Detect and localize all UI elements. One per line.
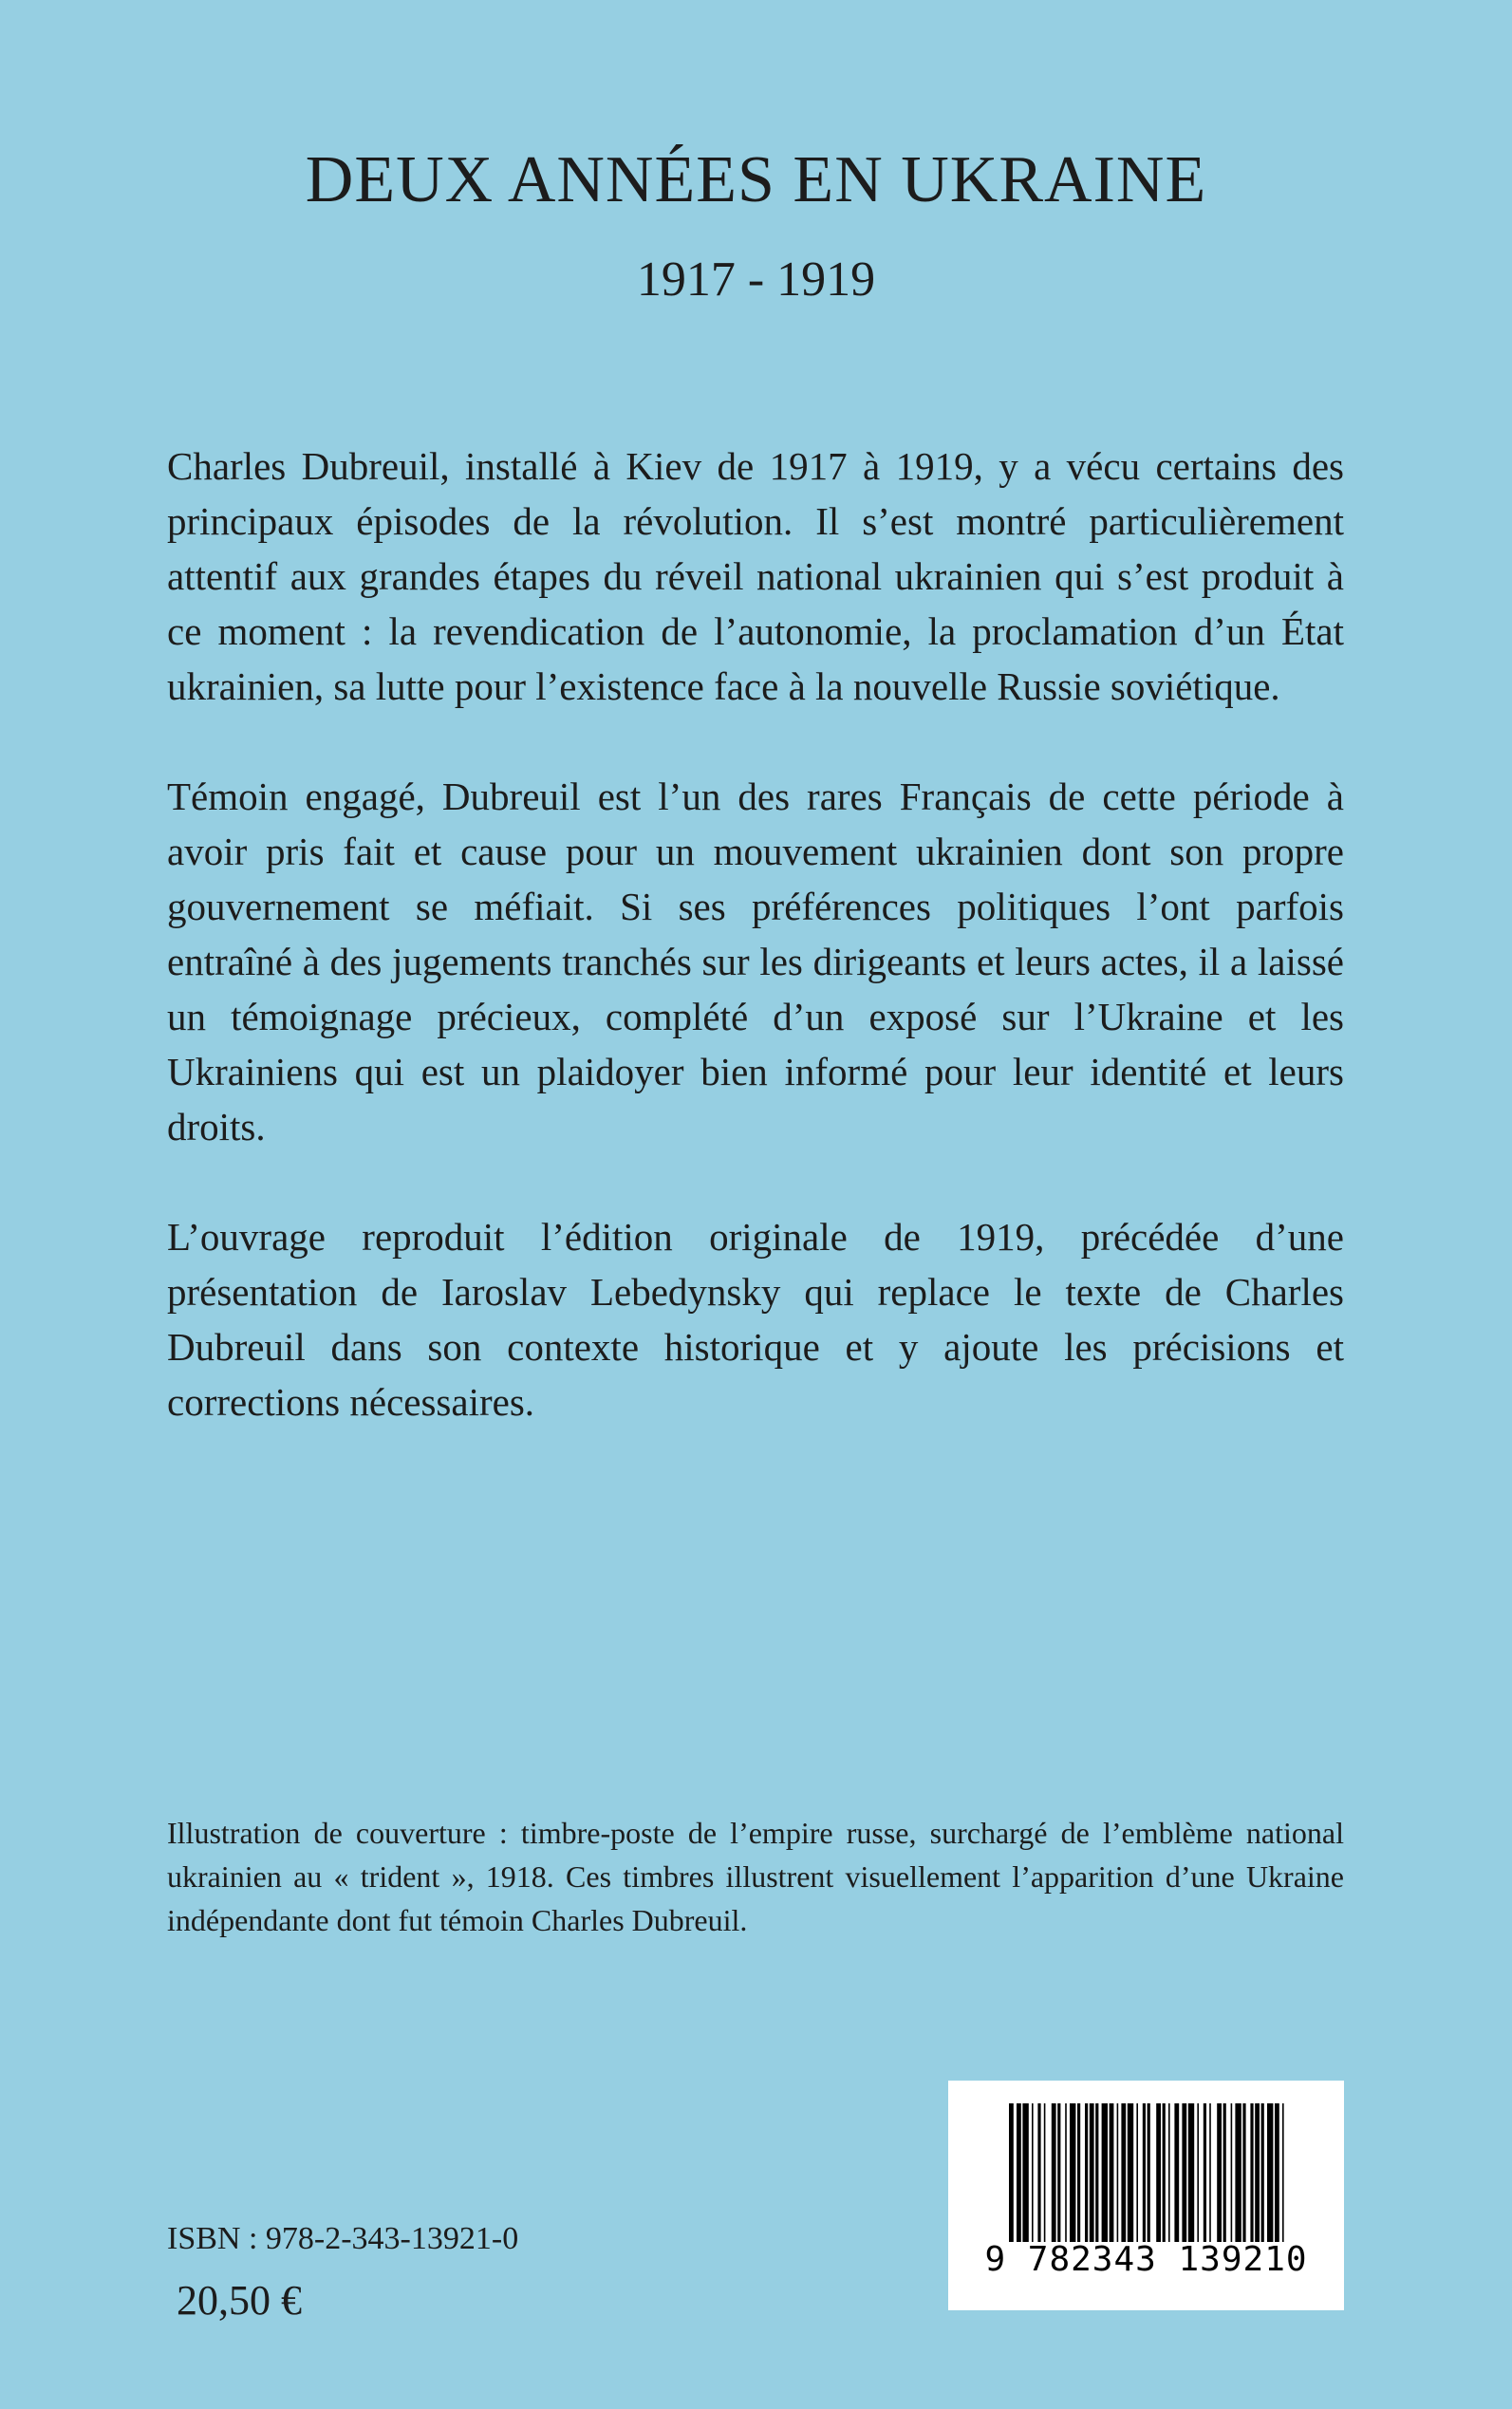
barcode-bar <box>1009 2103 1014 2242</box>
barcode-bar <box>1182 2103 1186 2242</box>
barcode-bar <box>1235 2103 1241 2242</box>
isbn: ISBN : 978-2-343-13921-0 <box>167 2221 519 2256</box>
barcode-bar <box>1223 2103 1226 2242</box>
barcode-bar <box>1188 2103 1194 2242</box>
barcode-bar <box>1136 2103 1138 2242</box>
barcode-bar <box>1022 2103 1028 2242</box>
barcode-bar <box>1128 2103 1133 2242</box>
barcode-bar <box>1070 2103 1075 2242</box>
barcode-digits: 9 782343 139210 <box>984 2240 1308 2279</box>
illustration-credit: Illustration de couverture : timbre-poste de l’empire russe, surchargé de l’emblème national ukrainien au « trident », 1918. Ces timbres illustrent visuellement l’apparition d’une Ukraine indépendante dont fut témoin Charles Dubreuil. <box>167 1816 1344 1937</box>
blurb <box>167 439 1344 1485</box>
barcode-bar <box>1282 2103 1284 2242</box>
barcode-bar <box>1209 2103 1211 2242</box>
barcode-bar <box>1275 2103 1279 2242</box>
barcode-bar <box>1204 2103 1206 2242</box>
barcode-bar <box>1052 2103 1056 2242</box>
barcode-bar <box>1065 2103 1067 2242</box>
barcode-bar <box>1110 2103 1114 2242</box>
barcode-bar <box>1242 2103 1245 2242</box>
barcode-bar <box>1077 2103 1080 2242</box>
barcode-bar <box>1255 2103 1260 2242</box>
barcode <box>948 2081 1344 2310</box>
barcode-bar <box>1174 2103 1179 2242</box>
barcode-bar <box>1250 2103 1253 2242</box>
barcode-bar <box>1261 2103 1264 2242</box>
barcode-bar <box>1117 2103 1119 2242</box>
barcode-bar <box>1044 2103 1046 2242</box>
book-years: 1917 - 1919 <box>636 252 876 307</box>
barcode-bar <box>1121 2103 1126 2242</box>
barcode-bar <box>1017 2103 1021 2242</box>
barcode-bar <box>1085 2103 1088 2242</box>
barcode-bar <box>1095 2103 1098 2242</box>
book-title: DEUX ANNÉES EN UKRAINE <box>305 143 1207 216</box>
barcode-bar <box>1217 2103 1222 2242</box>
barcode-bar <box>1057 2103 1060 2242</box>
barcode-bar <box>1163 2103 1166 2242</box>
blurb-paragraph-2: Témoin engagé, Dubreuil est l’un des rares Français de cette période à avoir pris fait et cause pour un mouvement ukrainien dont son propre gouvernement se méfiait. Si ses préférences politiques l’ont parfois entraîné à des jugements tranchés sur les dirigeants et leurs actes, il a laissé un témoignage précieux, complété d’un exposé sur l’Ukraine et les Ukrainiens qui est un plaidoyer bien informé pour leur identité et leurs droits. <box>167 775 1344 1148</box>
blurb-paragraph-3: L’ouvrage reproduit l’édition originale de 1919, précédée d’une présentation de Iaroslav Lebedynsky qui replace le texte de Charles Dubreuil dans son contexte historique et y ajoute les précisions et corrections nécessaires. <box>167 1215 1344 1424</box>
barcode-bar <box>1168 2103 1170 2242</box>
barcode-bar <box>1143 2103 1146 2242</box>
barcode-bar <box>1102 2103 1108 2242</box>
barcode-bar <box>1037 2103 1040 2242</box>
barcode-bar <box>1032 2103 1034 2242</box>
barcode-bar <box>1148 2103 1150 2242</box>
blurb-paragraph-1: Charles Dubreuil, installé à Kiev de 1917 à 1919, y a vécu certains des principaux épisodes de la révolution. Il s’est montré particulièrement attentif aux grandes étapes du réveil national ukrainien qui s’est produit à ce moment : la revendication de l’autonomie, la proclamation d’un État ukrainien, sa lutte pour l’existence face à la nouvelle Russie soviétique. <box>167 444 1344 708</box>
barcode-bar <box>1156 2103 1161 2242</box>
barcode-bar <box>1231 2103 1233 2242</box>
barcode-bar <box>1090 2103 1094 2242</box>
barcode-bar <box>1267 2103 1273 2242</box>
barcode-bar <box>1197 2103 1199 2242</box>
price: 20,50 € <box>177 2277 302 2324</box>
